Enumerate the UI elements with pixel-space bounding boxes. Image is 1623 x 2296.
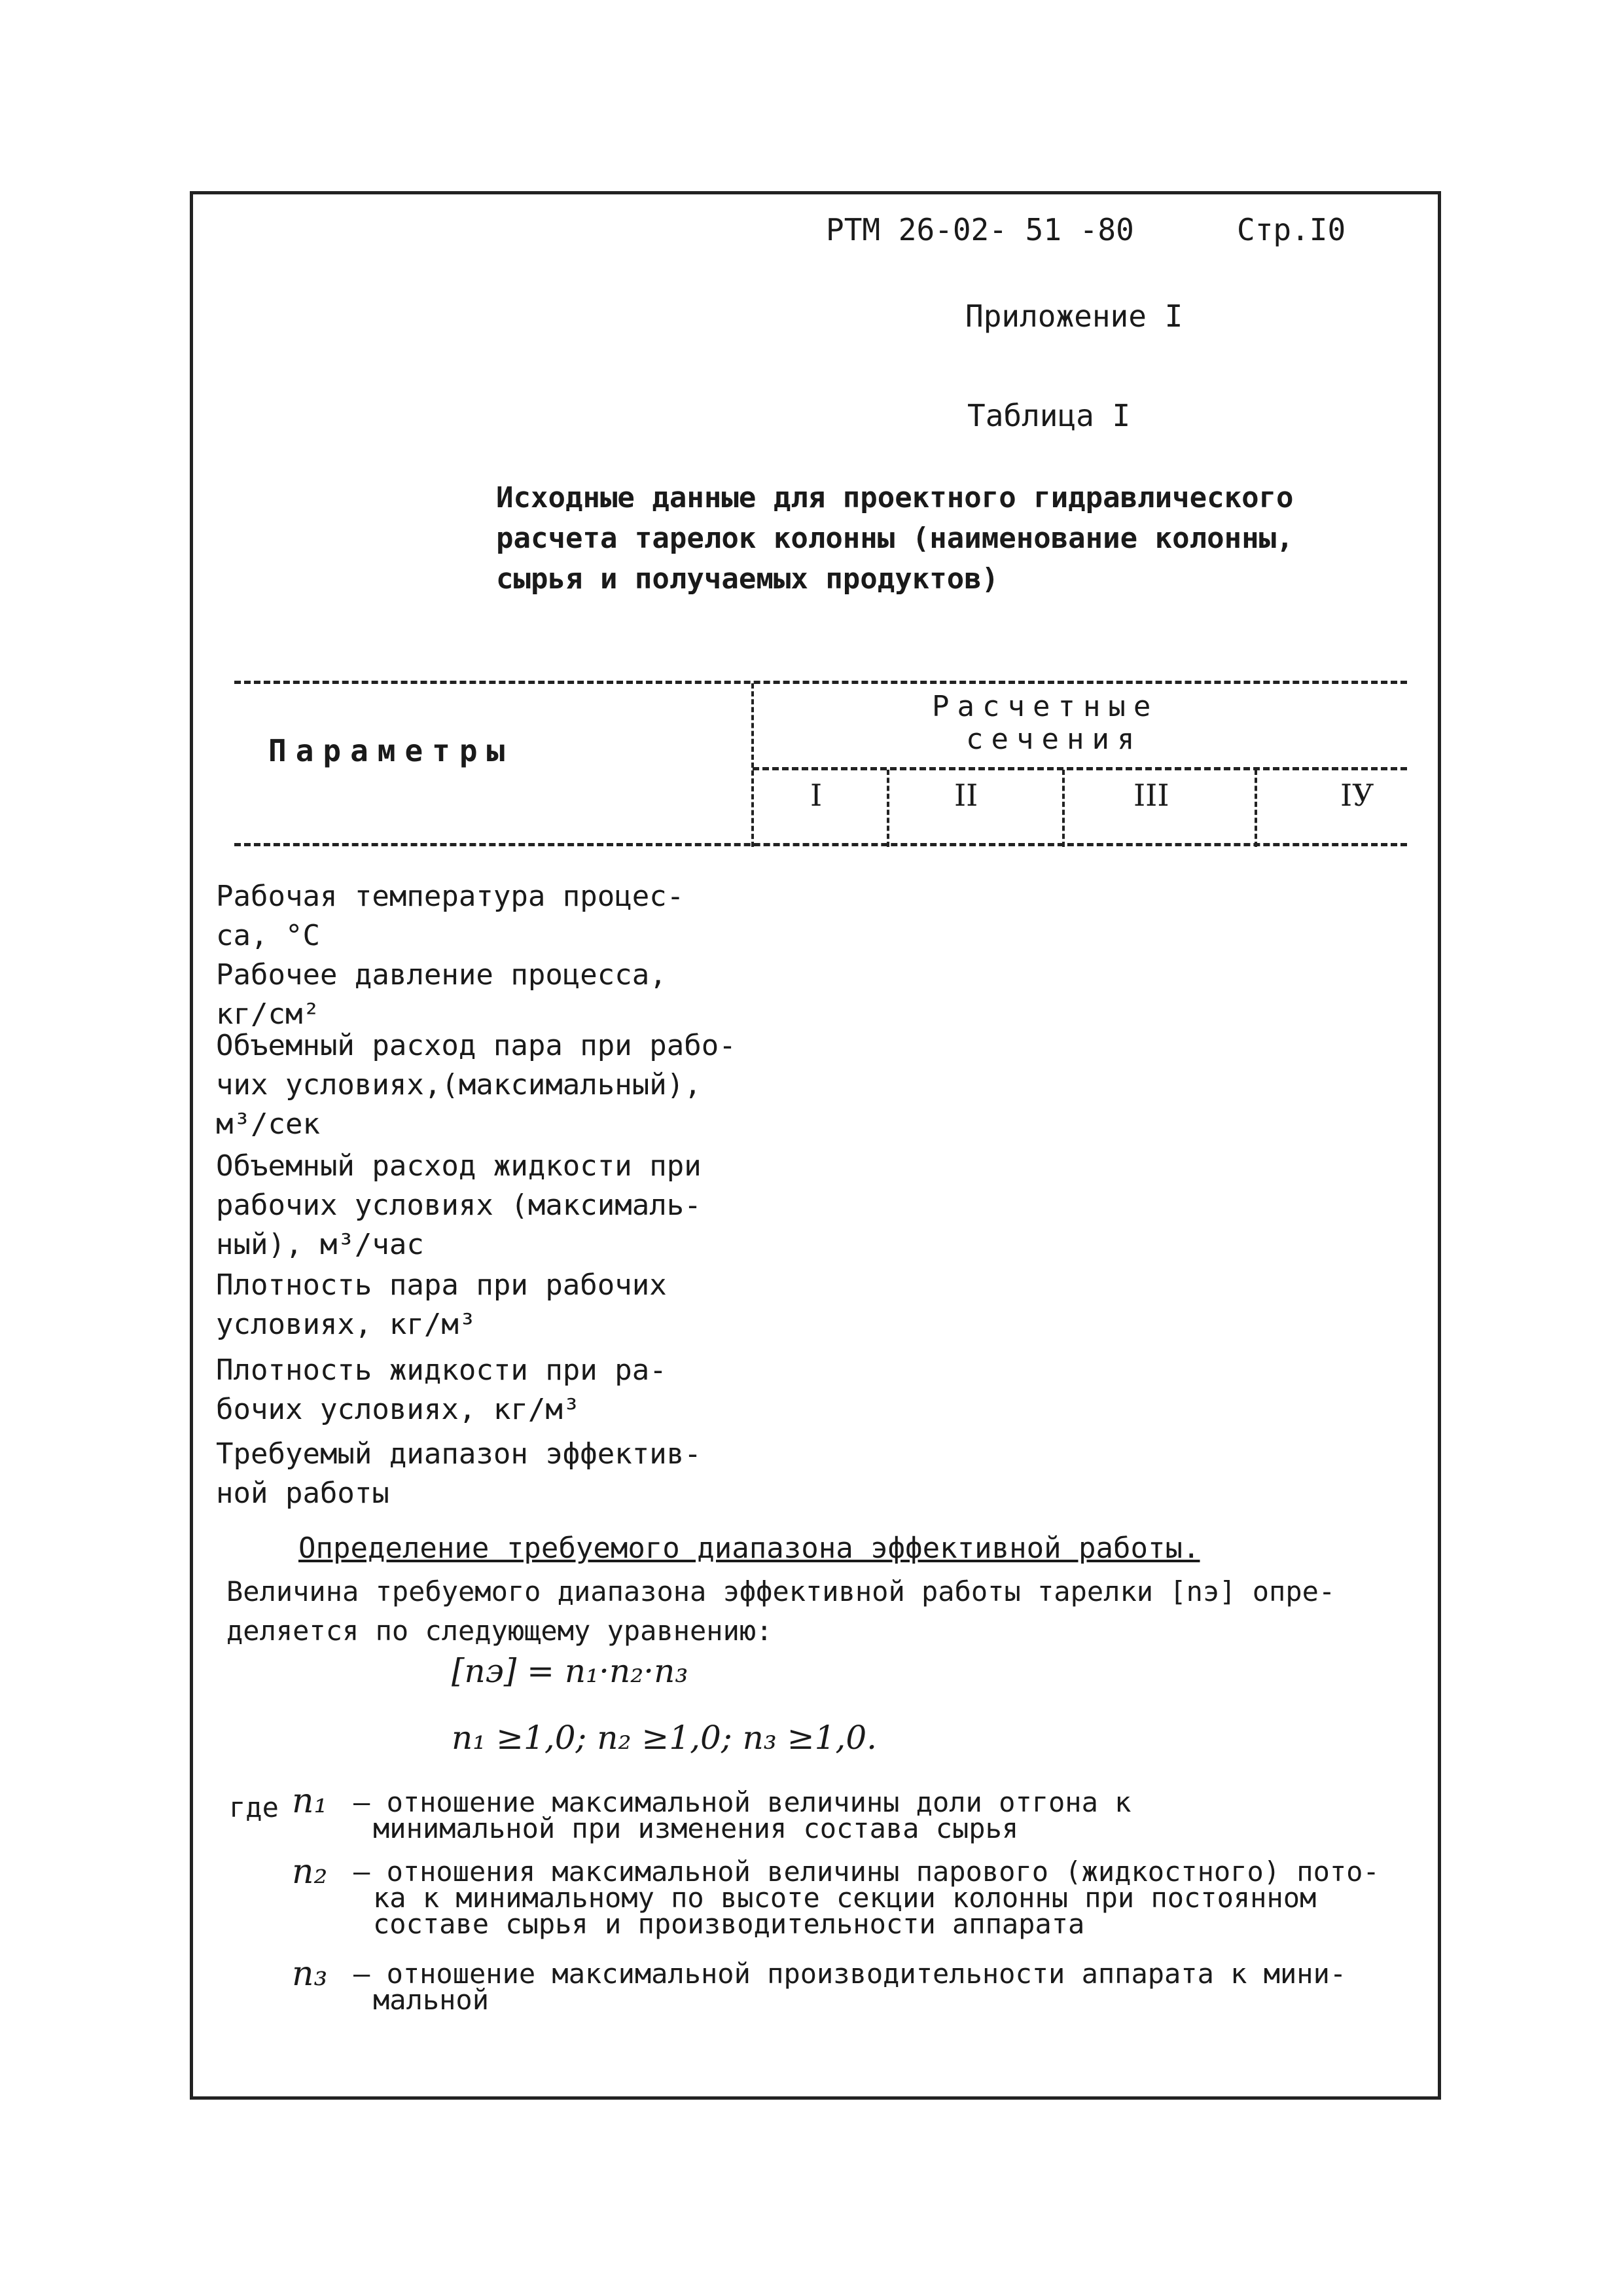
table-header-bottom-rule [234,843,1407,846]
parameters-header: Параметры [268,733,514,768]
sections-header-line-1: Расчетные [932,690,1159,723]
section-heading: Определение требуемого диапазона эффективной работы. [298,1532,1200,1565]
table-divider-main [751,683,754,847]
section-header-3: III [1133,778,1169,813]
definition-n1: – отношение максимальной величины доли отгона к минимальной при изменения состава сырья [353,1786,1132,1844]
sections-header-line-2: сечения [966,723,1143,756]
section-divider-3 [1255,770,1257,847]
param-row-vapor-flow: Объемный расход пара при рабо- чих условиях,(максимальный), м³/сек [216,1029,736,1141]
formula-conditions: n₁ ≥1,0; n₂ ≥1,0; n₃ ≥1,0. [452,1719,878,1757]
param-row-vapor-density: Плотность пара при рабочих условиях, кг/м³ [216,1268,667,1341]
symbol-n2: n₂ [292,1852,328,1892]
paragraph-line-1: Величина требуемого диапазона эффективной работы тарелки [nэ] опре- [226,1575,1336,1607]
param-row-liquid-density: Плотность жидкости при ра- бочих условиях, кг/м³ [216,1354,667,1426]
section-header-4: IУ [1340,778,1374,813]
symbol-n1: n₁ [292,1782,328,1821]
definition-n2: – отношения максимальной величины парового (жидкостного) пото- ка к минимальному по высоте секции колонны при постоянном составе сырья и производительности аппарата [353,1856,1380,1940]
section-header-2: II [954,778,978,813]
title-line-2: расчета тарелок колонны (наименование колонны, [496,522,1294,555]
title-line-3: сырья и получаемых продуктов) [496,562,999,596]
table-label: Таблица I [967,398,1131,433]
where-label: где [229,1791,279,1823]
table-title [496,478,1294,600]
appendix-label: Приложение I [965,298,1183,334]
symbol-n3: n₃ [292,1954,328,1994]
document-code: РТМ 26-02- 51 -80 [826,212,1134,247]
page-number: Стр.I0 [1237,212,1346,247]
section-divider-1 [887,770,889,847]
param-row-liquid-flow: Объемный расход жидкости при рабочих условиях (максималь- ный), м³/час [216,1149,702,1261]
definition-n3: – отношение максимальной производительности аппарата к мини- мальной [353,1958,1347,2016]
param-row-range: Требуемый диапазон эффектив- ной работы [216,1437,702,1510]
sections-sub-rule [753,767,1407,770]
formula-range: [nэ] = n₁·n₂·n₃ [452,1652,688,1690]
section-header-1: I [810,778,823,813]
title-line-1: Исходные данные для проектного гидравлического [496,481,1294,514]
section-divider-2 [1062,770,1065,847]
param-row-temperature: Рабочая температура процес- са, °С [216,880,685,952]
param-row-pressure: Рабочее давление процесса, кг/см² [216,958,667,1031]
paragraph-line-2: деляется по следующему уравнению: [226,1615,773,1647]
table-top-rule [234,681,1407,684]
